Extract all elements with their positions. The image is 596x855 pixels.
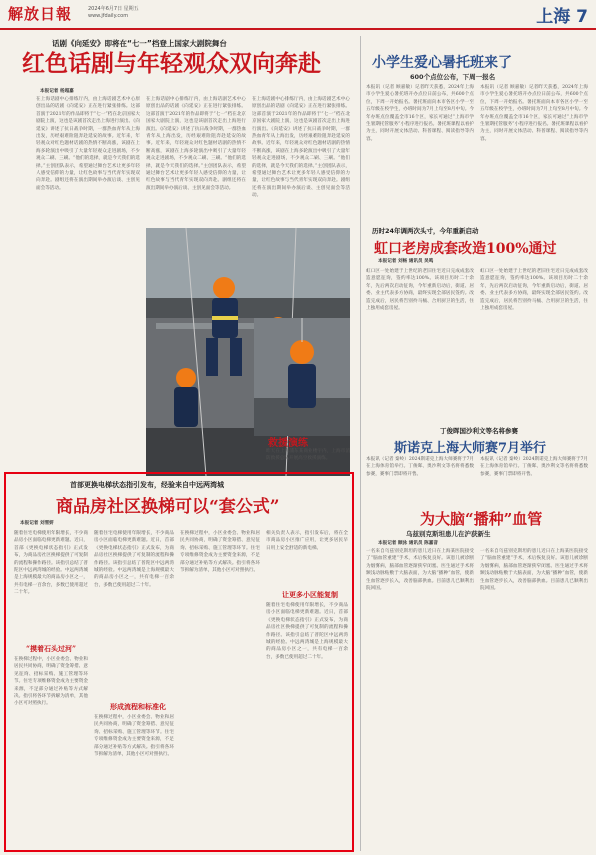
right-mid-body-col1: 虹口区一处始建于上世纪的老旧住宅近日完成成套改造意愿征询，签约率达100%。该项目历时二十余年，先后两次启动征询，今年重新启动后，街道、居委、业主代表多方协商，最终实现全部居民签约。改造完成后，居民将告别拎马桶、合用厨卫的生活，住上独用成套房屋。: [366, 269, 474, 312]
lead-body-col2: 在上海话剧中心排练厅内，由上海话剧艺术中心原创出品的话剧《向延安》正在进行紧张排练。这部首演于2021年的作品即将于“七一”档在北京国家大剧院上演，这也是该剧首次走出上海进行演出。《向延安》讲述了抗日战争时期，一群热血青年从上海出发，历经艰难险阻奔赴延安的故事。近年来，年轻观众对红色题材话剧的热情不断高涨，该剧在上海多轮演出中吸引了大量年轻观众走进剧场，不少观众二刷、三刷。“他们的选择，就是今天我们的选择。”主创团队表示，希望通过舞台艺术让更多年轻人感受信仰的力量，让红色故事与当代青年实现双向奔赴。剧组还将在演出期间举办演后谈、主创见面会等活动。: [146, 97, 246, 191]
masthead: [0, 0, 596, 30]
website-url: www.jfdaily.com: [88, 13, 129, 19]
feature-headline: 商品房社区换梯可以“套公式”: [56, 497, 280, 517]
right-bottom-body-col1: 一名来自乌兹别克斯坦的患儿近日在上海某医院接受了“脑血管重建”手术，术后恢复良好。该患儿被诊断为烟雾病，脑部血管逐渐狭窄闭塞。医生通过手术将颞浅动脉贴敷于大脑表面，为大脑“播种”血管，使新生血管逐步长入，改善脑部供血。目前患儿已顺利出院回国。: [366, 549, 474, 592]
right-bottom-byline: 本报记者 顾泳 通讯员 陈嘉音: [378, 541, 438, 546]
feature-byline: 本报记者 刘雪妍: [20, 521, 54, 526]
feature-subhead-1: “摸着石头过河”: [26, 644, 77, 653]
lead-byline: 本报记者 杨超嘉: [40, 89, 74, 94]
right-mid-kicker: 历时24年调两次头寸，今年重新启动: [372, 227, 479, 235]
newspaper-logo: 解放日報: [8, 5, 73, 23]
feature-kicker: 首部更换电梯状态指引发布，经验来自中远两湾城: [70, 481, 224, 489]
right-top-subhead: 600个点位公布，下周一报名: [410, 73, 496, 81]
right-mid-body-col2: 虹口区一处始建于上世纪的老旧住宅近日完成成套改造意愿征询，签约率达100%。该项目历时二十余年，先后两次启动征询，今年重新启动后，街道、居委、业主代表多方协商，最终实现全部居民签约。改造完成后，居民将告别拎马桶、合用厨卫的生活，住上独用成套房屋。: [480, 269, 588, 312]
dateline: [88, 6, 139, 20]
right-mid2-body-col1: 本报讯（记者 秦岭）2024斯诺克上海大师赛将于7月在上海体育馆举行。丁俊晖、奥沙利文等名将将悉数参赛，赛事门票即将开售。: [366, 457, 474, 477]
feature-body-col4a: 相关负责人表示，指引发布后，将在全市商品房小区推广应用，让更多居民早日用上安全舒适的新电梯。: [266, 531, 348, 551]
right-mid2-kicker: 丁俊晖国沙利文等名将参赛: [440, 427, 518, 435]
right-mid-headline: 虹口老房成套改造100%通过: [374, 241, 557, 257]
right-bottom-body-col2: 一名来自乌兹别克斯坦的患儿近日在上海某医院接受了“脑血管重建”手术，术后恢复良好。该患儿被诊断为烟雾病，脑部血管逐渐狭窄闭塞。医生通过手术将颞浅动脉贴敷于大脑表面，为大脑“播种”血管，使新生血管逐步长入，改善脑部供血。目前患儿已顺利出院回国。: [480, 549, 588, 592]
right-mid2-body-col2: 本报讯（记者 秦岭）2024斯诺克上海大师赛将于7月在上海体育馆举行。丁俊晖、奥沙利文等名将将悉数参赛，赛事门票即将开售。: [480, 457, 588, 477]
page-label: [536, 2, 588, 27]
issue-date: 2024年6月7日 星期五: [88, 6, 139, 12]
photo-caption-text: 昨天在上海浦东某商业楼宇内，上海市消防救援总队开展高空救援演练。: [266, 449, 350, 462]
lead-headline: 红色话剧与年轻观众双向奔赴: [22, 50, 321, 77]
feature-subhead-2: 形成流程和标准化: [110, 702, 166, 711]
inset-photo: [254, 318, 350, 436]
right-top-body-col1: 本报讯（记者 顾嘉敏）记者昨天获悉，2024年上海市小学生爱心暑托班开办点位日前公布，共600个点位，下周一开始报名。暑托班面向本市各区小学一至五年级在校学生，办班时间为7月上旬至8月中旬。今年办班点位覆盖全市16个区，家长可通过“上海市学生暑期托管服务”小程序进行报名。暑托班课程以看护为主，同时开展文体活动、科普课程、阅读指导等内容。: [366, 85, 474, 142]
right-bottom-subhead: 乌兹别克斯坦患儿在沪获新生: [406, 530, 491, 538]
right-mid-byline: 本报记者 刘畅 通讯员 吴鸣: [378, 259, 434, 264]
feature-subhead-3: 让更多小区能复制: [282, 590, 338, 599]
feature-body-col1b: 在换梯过程中，小区业委会、物业和居民共同协商，明确了资金筹措、意见征询、招标采购、施工管理等环节。住宅专项维修资金成为主要资金来源，不足部分通过补贴等方式解决。指引将各环节拆解为清单，其他小区可对照执行。: [14, 657, 88, 707]
lead-kicker: 话剧《向延安》即将在“七一”档登上国家大剧院舞台: [52, 39, 227, 48]
right-mid2-headline: 斯诺克上海大师赛7月举行: [394, 441, 547, 456]
right-top-body-col2: 本报讯（记者 顾嘉敏）记者昨天获悉，2024年上海市小学生爱心暑托班开办点位日前公布，共600个点位，下周一开始报名。暑托班面向本市各区小学一至五年级在校学生，办班时间为7月上旬至8月中旬。今年办班点位覆盖全市16个区，家长可通过“上海市学生暑期托管服务”小程序进行报名。暑托班课程以看护为主，同时开展文体活动、科普课程、阅读指导等内容。: [480, 85, 588, 142]
photo-caption-title: 救援演练: [268, 438, 308, 449]
feature-body-col1a: 随着住宅电梯使用年限增长，不少商品房小区面临电梯更新难题。近日，首部《更换电梯状态指引》正式发布，为商品房社区换梯提供了可复制的流程和操作路径。该指引总结了普陀区中远两湾城的经验。中远两湾城是上海规模最大的商品房小区之一，共有电梯一百余台，多数已使用超过二十年。: [14, 531, 88, 596]
feature-body-col2a: 随着住宅电梯使用年限增长，不少商品房小区面临电梯更新难题。近日，首部《更换电梯状态指引》正式发布，为商品房社区换梯提供了可复制的流程和操作路径。该指引总结了普陀区中远两湾城的经验。中远两湾城是上海规模最大的商品房小区之一，共有电梯一百余台，多数已使用超过二十年。: [94, 531, 174, 588]
right-top-headline: 小学生爱心暑托班来了: [372, 55, 512, 71]
column-divider: [360, 36, 361, 851]
page-number: 7: [576, 7, 588, 27]
section-name: 上海: [536, 7, 571, 27]
feature-body-col3: 在换梯过程中，小区业委会、物业和居民共同协商，明确了资金筹措、意见征询、招标采购、施工管理等环节。住宅专项维修资金成为主要资金来源，不足部分通过补贴等方式解决。指引将各环节拆解为清单，其他小区可对照执行。: [180, 531, 260, 574]
right-bottom-headline: 为大脑“播种”血管: [420, 510, 543, 528]
lead-body-col1: 在上海话剧中心排练厅内，由上海话剧艺术中心原创出品的话剧《向延安》正在进行紧张排练。这部首演于2021年的作品即将于“七一”档在北京国家大剧院上演，这也是该剧首次走出上海进行演出。《向延安》讲述了抗日战争时期，一群热血青年从上海出发，历经艰难险阻奔赴延安的故事。近年来，年轻观众对红色题材话剧的热情不断高涨，该剧在上海多轮演出中吸引了大量年轻观众走进剧场，不少观众二刷、三刷。“他们的选择，就是今天我们的选择。”主创团队表示，希望通过舞台艺术让更多年轻人感受信仰的力量，让红色故事与当代青年实现双向奔赴。剧组还将在演出期间举办演后谈、主创见面会等活动。: [36, 97, 140, 191]
lead-body-col3: 在上海话剧中心排练厅内，由上海话剧艺术中心原创出品的话剧《向延安》正在进行紧张排练。这部首演于2021年的作品即将于“七一”档在北京国家大剧院上演，这也是该剧首次走出上海进行演出。《向延安》讲述了抗日战争时期，一群热血青年从上海出发，历经艰难险阻奔赴延安的故事。近年来，年轻观众对红色题材话剧的热情不断高涨，该剧在上海多轮演出中吸引了大量年轻观众走进剧场，不少观众二刷、三刷。“他们的选择，就是今天我们的选择。”主创团队表示，希望通过舞台艺术让更多年轻人感受信仰的力量，让红色故事与当代青年实现双向奔赴。剧组还将在演出期间举办演后谈、主创见面会等活动。: [252, 97, 350, 199]
feature-body-col4b: 随着住宅电梯使用年限增长，不少商品房小区面临电梯更新难题。近日，首部《更换电梯状态指引》正式发布，为商品房社区换梯提供了可复制的流程和操作路径。该指引总结了普陀区中远两湾城的经验。中远两湾城是上海规模最大的商品房小区之一，共有电梯一百余台，多数已使用超过二十年。: [266, 603, 348, 660]
feature-body-col2b: 在换梯过程中，小区业委会、物业和居民共同协商，明确了资金筹措、意见征询、招标采购、施工管理等环节。住宅专项维修资金成为主要资金来源，不足部分通过补贴等方式解决。指引将各环节拆解为清单，其他小区可对照执行。: [94, 715, 174, 758]
